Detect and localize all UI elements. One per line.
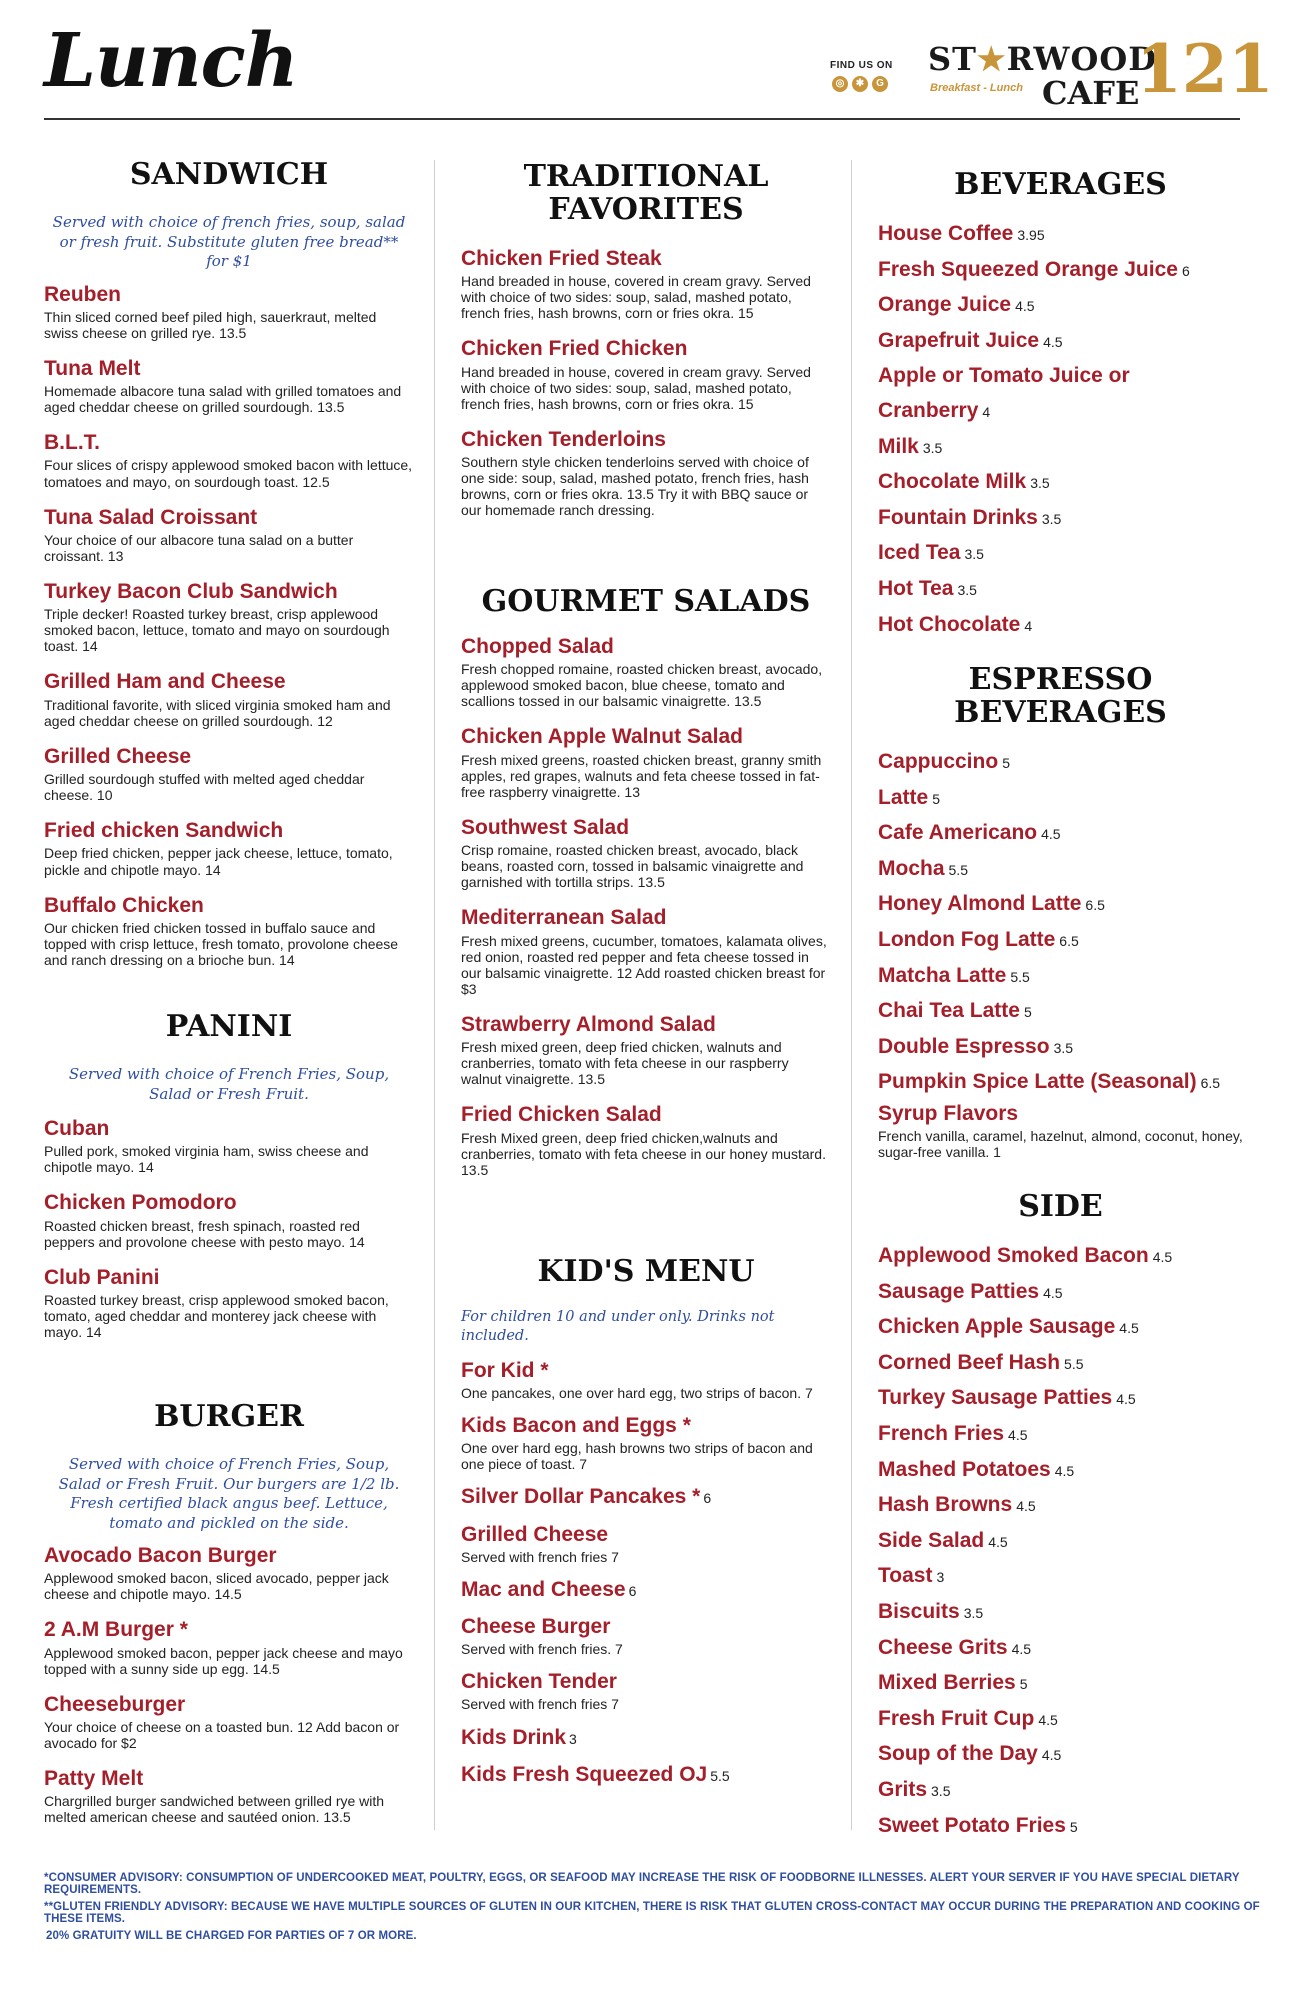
beverage-item-name: Hot Tea bbox=[878, 576, 954, 600]
kids-item bbox=[461, 1484, 831, 1509]
beverage-item bbox=[878, 501, 1243, 537]
panini-item bbox=[44, 1190, 414, 1249]
panini-item-name bbox=[44, 1190, 414, 1215]
kids-item-name-text: Cheese Burger bbox=[461, 1615, 611, 1638]
sandwich-item bbox=[44, 356, 414, 415]
burger-section bbox=[44, 1400, 414, 1841]
beverage-item-price: 4 bbox=[982, 403, 991, 420]
traditional-section bbox=[461, 160, 831, 534]
salad-item-desc: Crisp romaine, roasted chicken breast, avocado, black beans, roasted corn, tossed in balsamic vinaigrette and garnished with tortilla strips. 13.5 bbox=[461, 842, 804, 891]
side-item bbox=[878, 1631, 1243, 1667]
side-item-price: 3.5 bbox=[931, 1782, 951, 1799]
side-item-price: 5 bbox=[1069, 1818, 1078, 1835]
side-item-price: 3.5 bbox=[963, 1604, 984, 1621]
side-item-name: Fresh Fruit Cup bbox=[878, 1706, 1035, 1730]
salad-item-name bbox=[461, 634, 831, 659]
side-item-price: 4.5 bbox=[1011, 1640, 1032, 1657]
side-item-name: Toast bbox=[878, 1564, 933, 1588]
beverage-item bbox=[878, 465, 1243, 501]
kids-note: For children 10 and under only. Drinks not included. bbox=[461, 1309, 775, 1344]
traditional-item bbox=[461, 246, 831, 321]
salads-section bbox=[461, 585, 831, 1193]
beverage-item-price: 3.5 bbox=[1030, 475, 1050, 492]
side-item-name: Hash Browns bbox=[878, 1493, 1013, 1517]
espresso-item-price: 5 bbox=[1023, 1004, 1032, 1021]
kids-item-name-text: Kids Drink bbox=[461, 1725, 567, 1749]
espresso-item bbox=[878, 923, 1243, 959]
sandwich-item-name-text: Tuna Melt bbox=[44, 356, 141, 380]
espresso-item-name: London Fog Latte bbox=[878, 927, 1056, 951]
espresso-section bbox=[878, 663, 1243, 1175]
kids-title: KID'S MENU bbox=[537, 1254, 755, 1289]
sandwich-item bbox=[44, 430, 414, 489]
beverage-item bbox=[878, 572, 1243, 608]
side-item bbox=[878, 1595, 1243, 1631]
beverage-item bbox=[878, 608, 1243, 644]
burger-item-name bbox=[44, 1543, 414, 1568]
traditional-item-desc: Hand breaded in house, covered in cream gravy. Served with choice of two sides: soup, salad, mashed potato, french fries, hash browns, corn or fries okra. 15 bbox=[461, 273, 811, 322]
salad-item-name bbox=[461, 815, 831, 840]
kids-item bbox=[461, 1413, 831, 1472]
syrup-flavors-item bbox=[878, 1101, 1243, 1160]
beverage-item bbox=[878, 536, 1243, 572]
kids-item-desc: One over hard egg, hash browns two strips of bacon and one piece of toast. 7 bbox=[461, 1440, 813, 1473]
salad-item-name-text: Southwest Salad bbox=[461, 815, 630, 839]
side-item-name: Grits bbox=[878, 1777, 928, 1801]
side-item bbox=[878, 1417, 1243, 1453]
salad-item bbox=[461, 815, 831, 890]
sandwich-item-name-text: Buffalo Chicken bbox=[44, 893, 204, 917]
panini-item-desc: Roasted chicken breast, fresh spinach, roasted red peppers and provolone cheese with pesto mayo. 14 bbox=[44, 1217, 365, 1250]
kids-item bbox=[461, 1577, 831, 1602]
kids-item-desc: Served with french fries 7 bbox=[461, 1548, 619, 1565]
panini-item-name-text: Cuban bbox=[44, 1117, 110, 1140]
espresso-item bbox=[878, 781, 1243, 817]
salad-item-name-text: Chopped Salad bbox=[461, 635, 614, 658]
side-item bbox=[878, 1559, 1243, 1595]
sandwich-item-name bbox=[44, 356, 414, 381]
salad-item-desc: Fresh mixed greens, roasted chicken breast, granny smith apples, red grapes, walnuts and feta cheese tossed in fat-free raspberry vinaigrette. 13 bbox=[461, 751, 822, 800]
espresso-item bbox=[878, 745, 1243, 781]
panini-title: PANINI bbox=[165, 1009, 293, 1044]
burger-item-desc: Chargrilled burger sandwiched between grilled rye with melted american cheese and sautéed onion. 13.5 bbox=[44, 1793, 385, 1826]
salad-item-name-text: Fried Chicken Salad bbox=[461, 1103, 662, 1127]
kids-item-name-text: Kids Fresh Squeezed OJ bbox=[461, 1762, 708, 1786]
burger-item-name-text: Cheeseburger bbox=[44, 1692, 186, 1716]
kids-item-name-text: Kids Bacon and Eggs * bbox=[461, 1413, 691, 1437]
side-item-name: French Fries bbox=[878, 1421, 1005, 1445]
side-item bbox=[878, 1275, 1243, 1311]
burger-item bbox=[44, 1692, 414, 1751]
sandwich-item-desc: Thin sliced corned beef piled high, sauerkraut, melted swiss cheese on grilled rye. 13.5 bbox=[44, 308, 377, 341]
salad-item-name bbox=[461, 905, 831, 930]
side-item bbox=[878, 1809, 1243, 1845]
salad-item-name bbox=[461, 1012, 831, 1037]
kids-item-name bbox=[461, 1522, 831, 1547]
espresso-item-name: Cappuccino bbox=[878, 750, 999, 773]
panini-item-desc: Roasted turkey breast, crisp applewood smoked bacon, tomato, aged cheddar and monterey jack cheese with mayo. 14 bbox=[44, 1291, 389, 1341]
header-divider bbox=[44, 118, 1240, 120]
sandwich-item bbox=[44, 579, 414, 654]
panini-item bbox=[44, 1265, 414, 1340]
sandwich-section bbox=[44, 158, 414, 983]
sandwich-item-name-text: B.L.T. bbox=[44, 431, 100, 455]
yelp-icon[interactable]: ✱ bbox=[852, 76, 868, 92]
beverage-item-name: Orange Juice bbox=[878, 293, 1012, 317]
sandwich-item-desc: Traditional favorite, with sliced virginia smoked ham and aged cheddar cheese on grilled sourdough. 12 bbox=[44, 696, 391, 729]
sandwich-note: Served with choice of french fries, soup, salad or fresh fruit. Substitute gluten free bread** for $1 bbox=[52, 213, 406, 270]
espresso-title: ESPRESSO BEVERAGES bbox=[954, 662, 1167, 730]
side-item-price: 4.5 bbox=[1119, 1320, 1139, 1337]
kids-item-price: 6 bbox=[628, 1582, 637, 1599]
side-item-price: 5.5 bbox=[1064, 1355, 1084, 1372]
sandwich-item bbox=[44, 282, 414, 341]
espresso-item-name: Cafe Americano bbox=[878, 821, 1038, 845]
salad-item-name-text: Mediterranean Salad bbox=[461, 906, 667, 930]
beverage-item-name: Fresh Squeezed Orange Juice bbox=[878, 257, 1178, 281]
beverage-item-name: Iced Tea bbox=[878, 541, 961, 565]
espresso-item bbox=[878, 852, 1243, 888]
traditional-item-name bbox=[461, 246, 831, 271]
beverage-item-name: Fountain Drinks bbox=[878, 505, 1038, 529]
side-title: SIDE bbox=[1018, 1189, 1103, 1224]
side-item-name: Turkey Sausage Patties bbox=[878, 1386, 1113, 1410]
kids-item bbox=[461, 1725, 831, 1750]
side-item-price: 4.5 bbox=[1016, 1498, 1036, 1515]
side-item bbox=[878, 1773, 1243, 1809]
side-item-name: Biscuits bbox=[878, 1599, 960, 1623]
sandwich-item-desc: Homemade albacore tuna salad with grilled tomatoes and aged cheddar cheese on grilled sourdough. 13.5 bbox=[44, 383, 402, 416]
syrup-flavors-name: Syrup Flavors bbox=[878, 1101, 1019, 1125]
traditional-title: TRADITIONAL FAVORITES bbox=[523, 159, 769, 227]
sandwich-item-name bbox=[44, 893, 414, 918]
burger-item-name-text: 2 A.M Burger * bbox=[44, 1618, 188, 1642]
side-item-price: 4.5 bbox=[1116, 1391, 1136, 1408]
side-item-price: 4.5 bbox=[1008, 1426, 1028, 1443]
salad-item-desc: Fresh mixed green, deep fried chicken, walnuts and cranberries, tomato with feta cheese in our raspberry walnut vinaigrette. 13.5 bbox=[461, 1039, 789, 1088]
salad-item bbox=[461, 1012, 831, 1087]
column-divider-left bbox=[434, 160, 435, 1830]
side-item-price: 3 bbox=[936, 1569, 945, 1586]
espresso-item-name: Latte bbox=[878, 785, 929, 809]
kids-item-name bbox=[461, 1358, 831, 1383]
traditional-item-name-text: Chicken Fried Chicken bbox=[461, 337, 688, 361]
salad-item-name bbox=[461, 724, 831, 749]
sandwich-item-name bbox=[44, 744, 414, 769]
panini-note: Served with choice of French Fries, Soup, Salad or Fresh Fruit. bbox=[68, 1065, 390, 1103]
kids-item-desc: One pancakes, one over hard egg, two strips of bacon. 7 bbox=[461, 1384, 813, 1401]
espresso-item-price: 5.5 bbox=[948, 861, 968, 878]
syrup-flavors-desc: French vanilla, caramel, hazelnut, almond, coconut, honey, sugar-free vanilla. 1 bbox=[878, 1128, 1243, 1161]
panini-item-name-text: Chicken Pomodoro bbox=[44, 1191, 237, 1215]
find-us-label: FIND US ON bbox=[830, 60, 893, 71]
beverage-item-name: Hot Chocolate bbox=[878, 612, 1021, 636]
kids-item-desc: Served with french fries 7 bbox=[461, 1696, 619, 1713]
espresso-item-name: Double Espresso bbox=[878, 1034, 1050, 1058]
brand-number: 121 bbox=[1136, 30, 1274, 108]
gratuity-note: 20% GRATUITY WILL BE CHARGED FOR PARTIES OF 7 OR MORE. bbox=[46, 1930, 417, 1942]
sandwich-item-name-text: Tuna Salad Croissant bbox=[44, 505, 258, 529]
sandwich-item-desc: Grilled sourdough stuffed with melted aged cheddar cheese. 10 bbox=[44, 771, 365, 804]
beverage-item-name: House Coffee bbox=[878, 222, 1014, 245]
kids-item bbox=[461, 1522, 831, 1565]
social-links bbox=[832, 76, 888, 92]
beverage-item-price: 3.5 bbox=[964, 546, 984, 563]
kids-item-name bbox=[461, 1725, 831, 1750]
beverage-item-price: 6 bbox=[1181, 262, 1190, 279]
side-item-price: 4.5 bbox=[1041, 1747, 1062, 1764]
espresso-item-price: 3.5 bbox=[1053, 1039, 1074, 1056]
salad-item bbox=[461, 634, 831, 709]
traditional-item bbox=[461, 427, 831, 519]
espresso-item bbox=[878, 1030, 1243, 1066]
side-item-name: Corned Beef Hash bbox=[878, 1350, 1061, 1374]
burger-item bbox=[44, 1766, 414, 1825]
panini-item bbox=[44, 1116, 414, 1175]
beverage-item bbox=[878, 253, 1243, 289]
sandwich-item-name-text: Turkey Bacon Club Sandwich bbox=[44, 580, 338, 603]
espresso-item-price: 4.5 bbox=[1041, 826, 1061, 843]
beverage-item-price: 4 bbox=[1024, 617, 1033, 634]
burger-item-name-text: Avocado Bacon Burger bbox=[44, 1544, 277, 1567]
side-item-price: 4.5 bbox=[1043, 1284, 1063, 1301]
panini-item-name-text: Club Panini bbox=[44, 1265, 160, 1289]
kids-item-name bbox=[461, 1577, 831, 1602]
beverage-item-price: 3.5 bbox=[1041, 510, 1062, 527]
beverage-item bbox=[878, 430, 1243, 466]
consumer-advisory: *CONSUMER ADVISORY: CONSUMPTION OF UNDERCOOKED MEAT, POULTRY, EGGS, OR SEAFOOD MAY INCREASE THE RISK OF FOODBORNE ILLNESSES. ALERT YOUR SERVER IF YOU HAVE SPECIAL DIETARY REQUIREMENTS. bbox=[44, 1872, 1240, 1896]
panini-item-desc: Pulled pork, smoked virginia ham, swiss cheese and chipotle mayo. 14 bbox=[44, 1143, 369, 1176]
side-item-name: Mashed Potatoes bbox=[878, 1457, 1051, 1481]
sandwich-item-name-text: Grilled Cheese bbox=[44, 744, 192, 768]
sandwich-item-name bbox=[44, 818, 414, 843]
beverage-item-price: 3.5 bbox=[957, 581, 977, 598]
side-item-name: Sausage Patties bbox=[878, 1279, 1040, 1303]
sandwich-item-desc: Deep fried chicken, pepper jack cheese, lettuce, tomato, pickle and chipotle mayo. 14 bbox=[44, 845, 393, 878]
traditional-item-name bbox=[461, 336, 831, 361]
kids-item-name-text: For Kid * bbox=[461, 1358, 549, 1382]
espresso-item-name: Pumpkin Spice Latte (Seasonal) bbox=[878, 1070, 1197, 1094]
side-item bbox=[878, 1702, 1243, 1738]
kids-item-name-text: Silver Dollar Pancakes * bbox=[461, 1485, 701, 1509]
espresso-item-price: 5 bbox=[932, 790, 940, 807]
beverage-item bbox=[878, 324, 1243, 360]
beverage-item-price: 4.5 bbox=[1043, 333, 1063, 350]
sandwich-item-name bbox=[44, 579, 414, 604]
sandwich-item-desc: Our chicken fried chicken tossed in buffalo sauce and topped with crisp lettuce, fresh tomato, provolone cheese and ranch dressing on a brioche bun. 14 bbox=[44, 919, 399, 968]
sandwich-title: SANDWICH bbox=[129, 157, 329, 192]
cafe-logo bbox=[830, 30, 1274, 112]
kids-item-price: 5.5 bbox=[710, 1767, 730, 1784]
instagram-icon[interactable]: ◎ bbox=[832, 76, 848, 92]
side-item-name: Soup of the Day bbox=[878, 1742, 1038, 1766]
salad-item-name-text: Chicken Apple Walnut Salad bbox=[461, 725, 743, 749]
sandwich-item bbox=[44, 744, 414, 803]
kids-item-name bbox=[461, 1762, 831, 1787]
sandwich-item-name-text: Grilled Ham and Cheese bbox=[44, 670, 286, 694]
side-item-name: Mixed Berries bbox=[878, 1671, 1016, 1695]
traditional-item-name-text: Chicken Fried Steak bbox=[461, 247, 662, 270]
kids-item-name bbox=[461, 1413, 831, 1438]
side-item-price: 4.5 bbox=[1152, 1249, 1173, 1265]
espresso-item bbox=[878, 887, 1243, 923]
side-section bbox=[878, 1190, 1243, 1844]
burger-item-name bbox=[44, 1766, 414, 1791]
sandwich-item bbox=[44, 669, 414, 728]
burger-item-desc: Applewood smoked bacon, sliced avocado, pepper jack cheese and chipotle mayo. 14.5 bbox=[44, 1570, 389, 1603]
salad-item-desc: Fresh Mixed green, deep fried chicken,walnuts and cranberries, tomato with feta cheese in our honey mustard. 13.5 bbox=[461, 1129, 826, 1178]
brand-name-line2: CAFE bbox=[1042, 74, 1140, 112]
sandwich-item-name bbox=[44, 669, 414, 694]
kids-item bbox=[461, 1614, 831, 1657]
side-item-name: Sweet Potato Fries bbox=[878, 1813, 1066, 1837]
traditional-item bbox=[461, 336, 831, 411]
burger-item-name bbox=[44, 1617, 414, 1642]
google-icon[interactable]: G bbox=[872, 76, 888, 92]
kids-section bbox=[461, 1255, 831, 1799]
salad-item bbox=[461, 724, 831, 799]
brand-name-line1: ST★RWOOD bbox=[928, 40, 1157, 78]
burger-item bbox=[44, 1543, 414, 1602]
side-item bbox=[878, 1346, 1243, 1382]
burger-item-desc: Applewood smoked bacon, pepper jack cheese and mayo topped with a sunny side up egg. 14.5 bbox=[44, 1644, 403, 1677]
gluten-advisory: **GLUTEN FRIENDLY ADVISORY: BECAUSE WE HAVE MULTIPLE SOURCES OF GLUTEN IN OUR KITCHEN, THERE IS RISK THAT GLUTEN CROSS-CONTACT MAY OCCUR DURING THE PREPARATION AND COOKING OF THESE ITEMS. bbox=[44, 1901, 1260, 1925]
side-item-price: 4.5 bbox=[1054, 1462, 1075, 1479]
beverage-item-price: 3.95 bbox=[1017, 227, 1045, 243]
kids-item-desc: Served with french fries. 7 bbox=[461, 1641, 623, 1658]
kids-item-name bbox=[461, 1669, 831, 1694]
salad-item bbox=[461, 1102, 831, 1177]
kids-item-name-text: Grilled Cheese bbox=[461, 1522, 609, 1546]
sandwich-item-name bbox=[44, 505, 414, 530]
traditional-item-desc: Southern style chicken tenderloins served with choice of one side: soup, salad, mashed potato, french fries, hash browns, corn or fries okra. 13.5 Try it with BBQ sauce or our homemade ranch dressing. bbox=[461, 454, 809, 519]
beverages-section bbox=[878, 168, 1243, 643]
burger-item-desc: Your choice of cheese on a toasted bun. 12 Add bacon or avocado for $2 bbox=[44, 1718, 400, 1752]
burger-title: BURGER bbox=[154, 1399, 304, 1434]
espresso-item-name: Matcha Latte bbox=[878, 963, 1007, 987]
espresso-item bbox=[878, 816, 1243, 852]
side-item-name: Chicken Apple Sausage bbox=[878, 1315, 1116, 1339]
sandwich-item-desc: Triple decker! Roasted turkey breast, crisp applewood smoked bacon, lettuce, tomato and mayo on sourdough toast. 14 bbox=[44, 606, 390, 655]
espresso-item bbox=[878, 959, 1243, 995]
kids-item-price: 6 bbox=[703, 1490, 712, 1507]
salad-item-desc: Fresh mixed greens, cucumber, tomatoes, kalamata olives, red onion, roasted red pepper and feta cheese tossed in our balsamic vinaigrette. 12 Add roasted chicken breast for $3 bbox=[461, 932, 827, 997]
side-item-price: 4.5 bbox=[988, 1533, 1008, 1550]
side-item bbox=[878, 1737, 1243, 1773]
sandwich-item bbox=[44, 893, 414, 968]
panini-item-name bbox=[44, 1116, 414, 1141]
sandwich-item bbox=[44, 505, 414, 564]
espresso-item bbox=[878, 994, 1243, 1030]
brand-tagline: Breakfast - Lunch bbox=[930, 82, 1023, 94]
traditional-item-name bbox=[461, 427, 831, 452]
burger-item bbox=[44, 1617, 414, 1676]
sandwich-item-desc: Four slices of crispy applewood smoked bacon with lettuce, tomatoes and mayo, on sourdough toast. 12.5 bbox=[44, 457, 413, 490]
espresso-item-price: 5 bbox=[1002, 755, 1010, 771]
kids-item-price: 3 bbox=[569, 1730, 577, 1747]
kids-item bbox=[461, 1669, 831, 1712]
traditional-item-desc: Hand breaded in house, covered in cream gravy. Served with choice of two sides: soup, salad, mashed potato, french fries, hash browns, corn or fries okra. 15 bbox=[461, 363, 811, 412]
burger-note: Served with choice of French Fries, Soup, Salad or Fresh Fruit. Our burgers are 1/2 lb. Fresh certified black angus beef. Lettuce, tomato and pickled on the side. bbox=[58, 1455, 400, 1532]
kids-item bbox=[461, 1762, 831, 1787]
beverage-item-name: Milk bbox=[878, 434, 919, 458]
side-item bbox=[878, 1453, 1243, 1489]
burger-item-name bbox=[44, 1692, 414, 1717]
beverage-item-price: 3.5 bbox=[922, 439, 943, 456]
espresso-item-name: Honey Almond Latte bbox=[878, 892, 1082, 916]
beverage-item-name: Chocolate Milk bbox=[878, 470, 1027, 494]
side-item bbox=[878, 1524, 1243, 1560]
sandwich-item bbox=[44, 818, 414, 877]
salads-title: GOURMET SALADS bbox=[481, 584, 811, 619]
side-item bbox=[878, 1239, 1243, 1275]
side-item bbox=[878, 1381, 1243, 1417]
espresso-item-price: 5.5 bbox=[1010, 968, 1030, 985]
beverage-item-name: Apple or Tomato Juice or Cranberry bbox=[878, 364, 1130, 422]
panini-item-name bbox=[44, 1265, 414, 1290]
page-title: Lunch bbox=[44, 18, 298, 104]
salad-item-desc: Fresh chopped romaine, roasted chicken breast, avocado, applewood smoked bacon, blue cheese, tomato and scallions tossed in our balsamic vinaigrette. 13.5 bbox=[461, 661, 823, 710]
beverage-item bbox=[878, 288, 1243, 324]
beverage-item-name: Grapefruit Juice bbox=[878, 328, 1040, 352]
kids-item bbox=[461, 1358, 831, 1401]
sandwich-item-name bbox=[44, 430, 414, 455]
side-item-name: Applewood Smoked Bacon bbox=[878, 1244, 1149, 1267]
beverage-item bbox=[878, 359, 1243, 429]
star-icon: ★ bbox=[976, 40, 1007, 78]
espresso-item bbox=[878, 1065, 1243, 1101]
espresso-item-price: 6.5 bbox=[1200, 1075, 1221, 1092]
column-divider-right bbox=[851, 160, 852, 1830]
side-item-name: Cheese Grits bbox=[878, 1635, 1008, 1659]
espresso-item-name: Chai Tea Latte bbox=[878, 999, 1020, 1023]
side-item bbox=[878, 1310, 1243, 1346]
kids-item-name bbox=[461, 1484, 831, 1509]
salad-item bbox=[461, 905, 831, 997]
sandwich-item-name-text: Reuben bbox=[44, 282, 122, 306]
burger-item-name-text: Patty Melt bbox=[44, 1767, 144, 1791]
kids-item-name bbox=[461, 1614, 831, 1639]
sandwich-item-name bbox=[44, 282, 414, 307]
panini-section bbox=[44, 1010, 414, 1355]
espresso-item-name: Mocha bbox=[878, 856, 945, 880]
sandwich-item-desc: Your choice of our albacore tuna salad on a butter croissant. 13 bbox=[44, 531, 354, 564]
espresso-item-price: 6.5 bbox=[1085, 897, 1105, 914]
kids-item-name-text: Chicken Tender bbox=[461, 1670, 617, 1694]
side-item-price: 4.5 bbox=[1038, 1711, 1058, 1728]
salad-item-name-text: Strawberry Almond Salad bbox=[461, 1012, 716, 1036]
espresso-item-price: 6.5 bbox=[1059, 932, 1079, 949]
kids-item-name-text: Mac and Cheese bbox=[461, 1577, 626, 1601]
beverages-title: BEVERAGES bbox=[954, 167, 1167, 202]
salad-item-name bbox=[461, 1102, 831, 1127]
traditional-item-name-text: Chicken Tenderloins bbox=[461, 427, 666, 451]
side-item bbox=[878, 1488, 1243, 1524]
sandwich-item-name-text: Fried chicken Sandwich bbox=[44, 819, 284, 843]
side-item-price: 5 bbox=[1019, 1676, 1028, 1693]
beverage-item-price: 4.5 bbox=[1015, 298, 1035, 315]
side-item-name: Side Salad bbox=[878, 1528, 985, 1552]
beverage-item bbox=[878, 217, 1243, 253]
side-item bbox=[878, 1666, 1243, 1702]
